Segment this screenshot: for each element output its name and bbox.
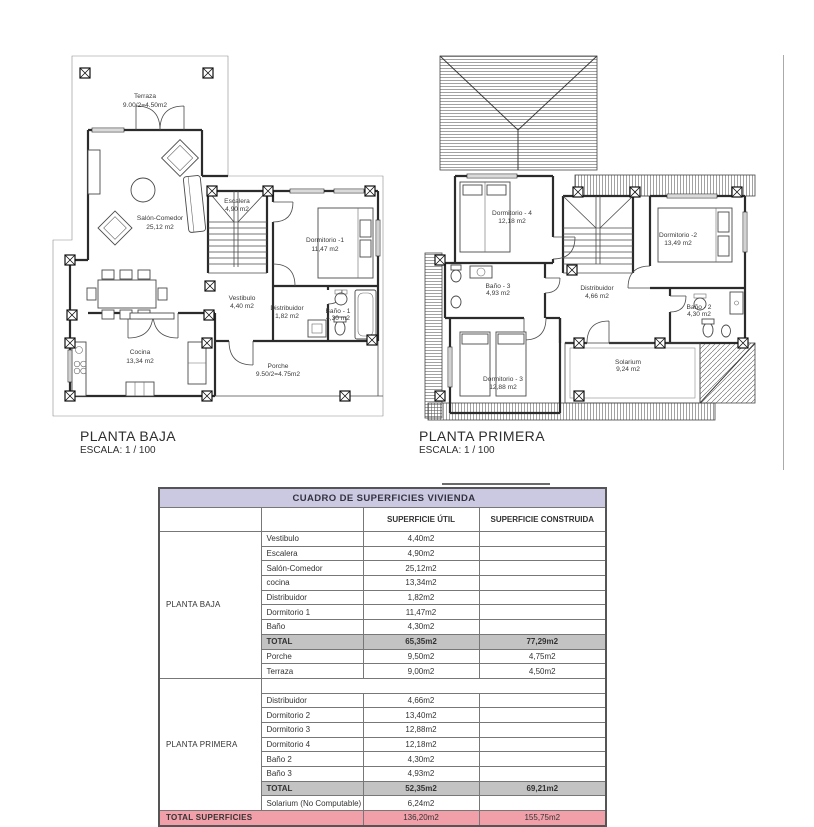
total-construida: 69,21m2 bbox=[479, 781, 606, 796]
svg-text:4,30 m2: 4,30 m2 bbox=[326, 315, 350, 322]
util-value: 12,18m2 bbox=[363, 737, 479, 752]
room-label-dormitorio-2 bbox=[659, 232, 697, 247]
util-value: 12,88m2 bbox=[363, 722, 479, 737]
room-name: Solarium (No Computable) bbox=[261, 796, 363, 811]
section-label-planta-primera: PLANTA PRIMERA bbox=[159, 678, 261, 810]
room-name: Dormitorio 1 bbox=[261, 605, 363, 620]
room-name: Baño 3 bbox=[261, 767, 363, 782]
svg-text:13,34 m2: 13,34 m2 bbox=[126, 358, 154, 365]
table-row bbox=[159, 678, 606, 693]
room-name: Escalera bbox=[261, 546, 363, 561]
room-label-terraza bbox=[123, 93, 168, 109]
svg-text:12,18 m2: 12,18 m2 bbox=[498, 218, 526, 225]
svg-text:4,40 m2: 4,40 m2 bbox=[230, 303, 254, 310]
util-value: 4,90m2 bbox=[363, 546, 479, 561]
svg-text:Vestibulo: Vestibulo bbox=[228, 295, 256, 302]
construida-value bbox=[479, 767, 606, 782]
svg-text:4,30 m2: 4,30 m2 bbox=[687, 311, 711, 318]
construida-value bbox=[479, 796, 606, 811]
grand-total-label: TOTAL SUPERFICIES bbox=[159, 811, 363, 826]
svg-text:Baño - 3: Baño - 3 bbox=[485, 283, 511, 290]
svg-text:12,88 m2: 12,88 m2 bbox=[489, 384, 517, 391]
construida-value bbox=[479, 546, 606, 561]
construida-value bbox=[479, 752, 606, 767]
util-value: 1,82m2 bbox=[363, 590, 479, 605]
room-name: Distribuidor bbox=[261, 590, 363, 605]
room-name: Dormitorio 4 bbox=[261, 737, 363, 752]
floor-plan-planta-baja bbox=[38, 52, 398, 437]
construida-value bbox=[479, 605, 606, 620]
header-empty-2 bbox=[261, 508, 363, 532]
room-label-dormitorio-4 bbox=[492, 210, 532, 225]
svg-text:Salón-Comedor: Salón-Comedor bbox=[136, 215, 184, 222]
construida-value bbox=[479, 590, 606, 605]
svg-text:Dormitorio - 3: Dormitorio - 3 bbox=[483, 376, 523, 383]
util-value: 11,47m2 bbox=[363, 605, 479, 620]
construida-value: 4,50m2 bbox=[479, 664, 606, 679]
svg-text:Distribuidor: Distribuidor bbox=[270, 305, 304, 312]
svg-text:Solarium: Solarium bbox=[614, 359, 642, 366]
grand-total-row bbox=[159, 811, 606, 826]
construida-value bbox=[479, 737, 606, 752]
construida-value bbox=[479, 693, 606, 708]
header-superficie-util: SUPERFICIE ÚTIL bbox=[363, 508, 479, 532]
total-construida: 77,29m2 bbox=[479, 634, 606, 649]
room-name: Baño bbox=[261, 620, 363, 635]
util-value: 4,66m2 bbox=[363, 693, 479, 708]
room-label-cocina bbox=[126, 349, 154, 365]
room-label-escalera bbox=[224, 198, 250, 213]
plan-scale-primera: ESCALA: 1 / 100 bbox=[419, 445, 495, 456]
room-name: Terraza bbox=[261, 664, 363, 679]
total-label: TOTAL bbox=[261, 634, 363, 649]
plan-scale-baja: ESCALA: 1 / 100 bbox=[80, 445, 156, 456]
util-value: 9,50m2 bbox=[363, 649, 479, 664]
floor-plan-planta-primera bbox=[412, 52, 777, 437]
svg-text:Dormitorio - 4: Dormitorio - 4 bbox=[492, 210, 532, 217]
util-value: 13,40m2 bbox=[363, 708, 479, 723]
svg-text:13,49 m2: 13,49 m2 bbox=[664, 240, 692, 247]
svg-text:11,47 m2: 11,47 m2 bbox=[311, 246, 339, 253]
table-row bbox=[159, 532, 606, 547]
svg-text:Cocina: Cocina bbox=[129, 349, 151, 356]
room-label-salon bbox=[137, 215, 184, 231]
sheet-edge-line bbox=[783, 55, 784, 470]
total-label: TOTAL bbox=[261, 781, 363, 796]
svg-text:Dormitorio -2: Dormitorio -2 bbox=[658, 232, 698, 239]
room-label-solarium bbox=[615, 359, 642, 373]
svg-text:9.50/2=4.75m2: 9.50/2=4.75m2 bbox=[255, 371, 301, 378]
util-value: 25,12m2 bbox=[363, 561, 479, 576]
room-label-bano-1 bbox=[326, 308, 351, 322]
room-label-porche bbox=[256, 363, 301, 378]
svg-text:9,24 m2: 9,24 m2 bbox=[616, 366, 640, 373]
bed-dormitorio-4 bbox=[460, 182, 510, 252]
construida-value bbox=[479, 620, 606, 635]
grand-total-construida: 155,75m2 bbox=[479, 811, 606, 826]
dining-table bbox=[87, 270, 167, 319]
construida-value bbox=[479, 576, 606, 591]
svg-text:4,93 m2: 4,93 m2 bbox=[486, 290, 510, 297]
escalera-stairs bbox=[563, 196, 633, 264]
room-name: Dormitorio 2 bbox=[261, 708, 363, 723]
room-name: Baño 2 bbox=[261, 752, 363, 767]
table-title: CUADRO DE SUPERFICIES VIVIENDA bbox=[159, 488, 606, 508]
room-label-vestibulo bbox=[229, 295, 256, 310]
room-name: Vestibulo bbox=[261, 532, 363, 547]
header-superficie-construida: SUPERFICIE CONSTRUIDA bbox=[479, 508, 606, 532]
svg-text:Escalera: Escalera bbox=[224, 198, 250, 205]
svg-text:25,12 m2: 25,12 m2 bbox=[146, 224, 174, 231]
svg-text:Dormitorio -1: Dormitorio -1 bbox=[305, 237, 345, 244]
total-util: 52,35m2 bbox=[363, 781, 479, 796]
caption-planta-primera bbox=[419, 428, 545, 456]
construida-value bbox=[479, 722, 606, 737]
util-value: 4,30m2 bbox=[363, 620, 479, 635]
util-value: 4,40m2 bbox=[363, 532, 479, 547]
svg-text:4,66 m2: 4,66 m2 bbox=[585, 293, 609, 300]
construida-value bbox=[479, 561, 606, 576]
svg-text:Porche: Porche bbox=[267, 363, 289, 370]
svg-text:9.00/2=4.50m2: 9.00/2=4.50m2 bbox=[122, 102, 168, 109]
util-value: 9,00m2 bbox=[363, 664, 479, 679]
grand-total-util: 136,20m2 bbox=[363, 811, 479, 826]
sheet-edge-mark bbox=[442, 483, 550, 485]
construida-value bbox=[479, 708, 606, 723]
caption-planta-baja bbox=[80, 428, 176, 456]
svg-text:1,82 m2: 1,82 m2 bbox=[275, 313, 299, 320]
plan-title-baja: PLANTA BAJA bbox=[80, 428, 176, 444]
room-name: cocina bbox=[261, 576, 363, 591]
room-label-bano-3 bbox=[486, 283, 511, 297]
room-label-bano-2 bbox=[687, 304, 712, 318]
header-empty-1 bbox=[159, 508, 261, 532]
surfaces-table bbox=[158, 487, 607, 827]
room-label-distribuidor bbox=[270, 305, 304, 320]
construida-value bbox=[479, 532, 606, 547]
plan-title-primera: PLANTA PRIMERA bbox=[419, 428, 545, 444]
section-label-planta-baja: PLANTA BAJA bbox=[159, 532, 261, 679]
room-name: Dormitorio 3 bbox=[261, 722, 363, 737]
room-name: Salón-Comedor bbox=[261, 561, 363, 576]
empty-spacer-row bbox=[261, 678, 606, 693]
construida-value: 4,75m2 bbox=[479, 649, 606, 664]
util-value: 4,93m2 bbox=[363, 767, 479, 782]
util-value: 6,24m2 bbox=[363, 796, 479, 811]
svg-text:Baño - 1: Baño - 1 bbox=[325, 308, 351, 315]
svg-text:Baño - 2: Baño - 2 bbox=[686, 304, 712, 311]
svg-text:Terraza: Terraza bbox=[134, 93, 156, 100]
room-name: Porche bbox=[261, 649, 363, 664]
util-value: 4,30m2 bbox=[363, 752, 479, 767]
room-label-distribuidor bbox=[580, 285, 614, 300]
svg-text:4,90 m2: 4,90 m2 bbox=[225, 206, 249, 213]
total-util: 65,35m2 bbox=[363, 634, 479, 649]
util-value: 13,34m2 bbox=[363, 576, 479, 591]
svg-text:Distribuidor: Distribuidor bbox=[580, 285, 614, 292]
room-name: Distribuidor bbox=[261, 693, 363, 708]
